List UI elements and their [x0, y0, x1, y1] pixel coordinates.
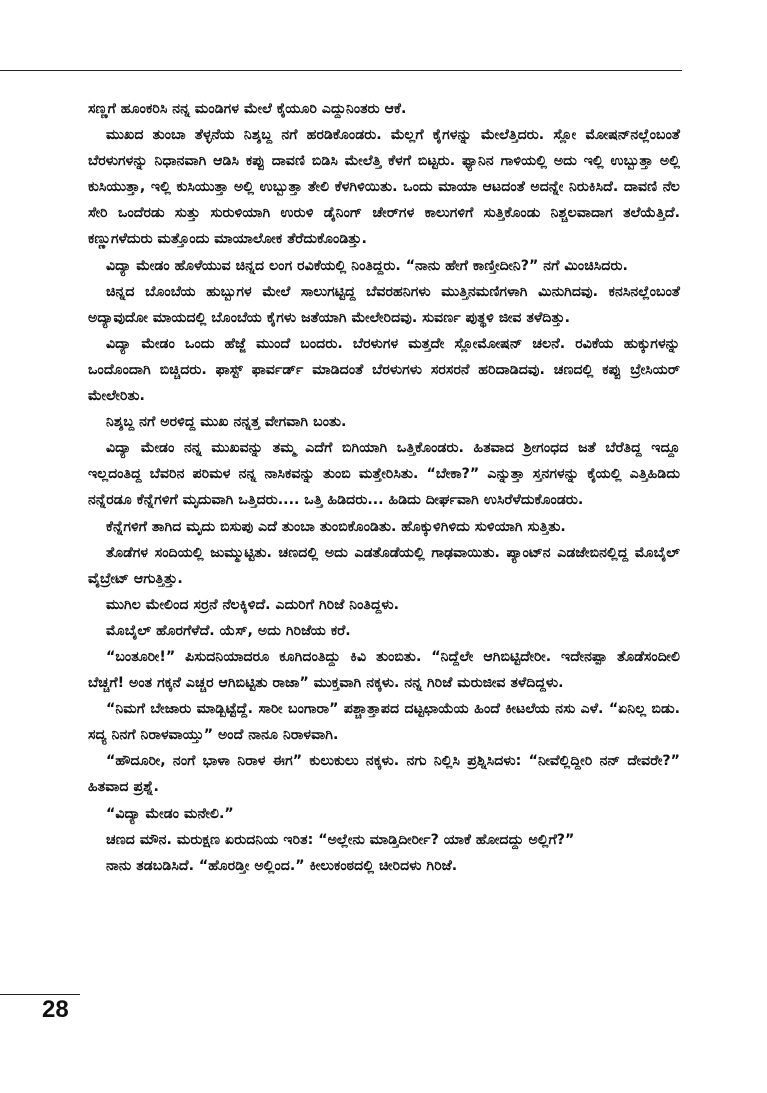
paragraph: ಮುಗಿಲ ಮೇಲಿಂದ ಸರ್ರನೆ ನೆಲಕ್ಕಿಳಿದೆ. ಎದುರಿಗೆ ಗಿರಿಜೆ ನಿಂತಿದ್ದಳು. [106, 596, 400, 613]
paragraph: ನಿಶ್ಶಬ್ದ ನಗೆ ಅರಳಿದ್ದ ಮುಖ ನನ್ನತ್ತ ವೇಗವಾಗಿ ಬಂತು. [106, 414, 347, 431]
page-number: 28 [42, 996, 69, 1023]
top-rule [0, 70, 682, 71]
paragraph: ಕೆನ್ನೆಗಳಿಗೆ ತಾಗಿದ ಮೃದು ಬಿಸುಪು ಎದೆ ತುಂಬಾ ತುಂಬಿಕೊಂಡಿತು. ಹೊಕ್ಕುಳಿಗಿಳಿದು ಸುಳಿಯಾಗಿ ಸುತ್ತಿತು. [106, 518, 566, 535]
paragraph: ಚಣದ ಮೌನ. ಮರುಕ್ಷಣ ಏರುದನಿಯ ಇರಿತ: “ಅಲ್ಲೇನು ಮಾಡ್ತಿದೀರ್ರೀ? ಯಾಕೆ ಹೋದದ್ದು ಅಲ್ಲಿಗೆ?” [106, 831, 575, 848]
paragraph: “ಹೌದೂರೀ, ನಂಗೆ ಭಾಳಾ ನಿರಾಳ ಈಗ” ಕುಲುಕುಲು ನಕ್ಕಳು. ನಗು ನಿಲ್ಲಿಸಿ ಪ್ರಶ್ನಿಸಿದಳು: “ನೀವೆಲ್ಲಿದ್ದೀರಿ ನನ್ ದೇವರೇ?” ಹಿತವಾದ ಪ್ರಶ್ನೆ. [88, 753, 680, 796]
paragraph: “ಬಂತೂರೀ!” ಪಿಸುದನಿಯಾದರೂ ಕೂಗಿದಂತಿದ್ದು ಕಿವಿ ತುಂಬಿತು. “ನಿದ್ದೆಲೇ ಆಗಿಬಿಟ್ಟಿದೇರೀ. ಇದೇನಪ್ಪಾ ತೊಡೆಸಂದೀಲಿ ಬೆಚ್ಚಗೆ! ಅಂತ ಗಕ್ಕನೆ ಎಚ್ಚರ ಆಗಿಬಿಟ್ಟಿತು ರಾಜಾ” ಮುಕ್ತವಾಗಿ ನಕ್ಕಳು. ನನ್ನ ಗಿರಿಜೆ ಮರುಜೀವ ತಳೆದಿದ್ದಳು. [88, 648, 680, 692]
paragraph: ಸಣ್ಣಗೆ ಹೂಂಕರಿಸಿ ನನ್ನ ಮಂಡಿಗಳ ಮೇಲೆ ಕೈಯೂರಿ ಎದ್ದುನಿಂತರು ಆಕೆ. [88, 101, 407, 117]
paragraph: ನಾನು ತಡಬಡಿಸಿದೆ. “ಹೊರಡ್ತೀ ಅಲ್ಲಿಂದ.” ಕೀಲುಕಂಠದಲ್ಲಿ ಚೀರಿದಳು ಗಿರಿಜೆ. [106, 857, 458, 874]
paragraph: ಮೊಬೈಲ್ ಹೊರಗೆಳೆದೆ. ಯೆಸ್, ಅದು ಗಿರಿಜೆಯ ಕರೆ. [106, 622, 351, 639]
bottom-rule [0, 994, 80, 995]
body-text [88, 96, 680, 879]
paragraph: “ವಿದ್ಯಾ ಮೇಡಂ ಮನೇಲಿ.” [106, 805, 234, 822]
paragraph: ವಿದ್ಯಾ ಮೇಡಂ ನನ್ನ ಮುಖವನ್ನು ತಮ್ಮ ಎದೆಗೆ ಬಿಗಿಯಾಗಿ ಒತ್ತಿಕೊಂಡರು. ಹಿತವಾದ ಶ್ರೀಗಂಧದ ಜತೆ ಬೆರೆತಿದ್ದ ಇದ್ದೂ ಇಲ್ಲದಂತಿದ್ದ ಬೆವರಿನ ಪರಿಮಳ ನನ್ನ ನಾಸಿಕವನ್ನು ತುಂಬಿ ಮತ್ತೇರಿಸಿತು. “ಬೇಕಾ?” ಎನ್ನುತ್ತಾ ಸ್ತನಗಳನ್ನು ಕೈಯಲ್ಲಿ ಎತ್ತಿಹಿಡಿದು ನನ್ನೆರಡೂ ಕೆನ್ನೆಗಳಿಗೆ ಮೃದುವಾಗಿ ಒತ್ತಿದರು.... ಒತ್ತಿ ಹಿಡಿದರು... ಹಿಡಿದು ದೀರ್ಘವಾಗಿ ಉಸಿರೆಳೆದುಕೊಂಡರು. [88, 440, 680, 509]
paragraph: ವಿದ್ಯಾ ಮೇಡಂ ಹೊಳೆಯುವ ಚಿನ್ನದ ಲಂಗ ರವಿಕೆಯಲ್ಲಿ ನಿಂತಿದ್ದರು. “ನಾನು ಹೇಗೆ ಕಾಣ್ತೀದೀನಿ?” ನಗೆ ಮಿಂಚಿಸಿದರು. [106, 257, 628, 274]
paragraph: ತೊಡೆಗಳ ಸಂದಿಯಲ್ಲಿ ಜುಮ್ಮುಟ್ಟಿತು. ಚಣದಲ್ಲಿ ಅದು ಎಡತೊಡೆಯಲ್ಲಿ ಗಾಢವಾಯಿತು. ಪ್ಯಾಂಟ್‌ನ ಎಡಜೇಬಿನಲ್ಲಿದ್ದ ಮೊಬೈಲ್ ವೈಬ್ರೇಟ್ ಆಗುತ್ತಿತ್ತು. [88, 544, 680, 587]
paragraph: “ನಿಮಗೆ ಬೇಜಾರು ಮಾಡ್ಬಿಟ್ಟೆದ್ದೆ. ಸಾರೀ ಬಂಗಾರಾ” ಪಶ್ಚಾತ್ತಾಪದ ದಟ್ಟಛಾಯೆಯ ಹಿಂದೆ ಕೀಟಲೆಯ ನಸು ಎಳೆ. “ಏನಿಲ್ಲ ಬಿಡು. ಸದ್ಯ ನಿನಗೆ ನಿರಾಳವಾಯ್ತು” ಅಂದೆ ನಾನೂ ನಿರಾಳವಾಗಿ. [88, 701, 680, 744]
paragraph: ಚಿನ್ನದ ಬೊಂಬೆಯ ಹುಬ್ಬುಗಳ ಮೇಲೆ ಸಾಲುಗಟ್ಟಿದ್ದ ಬೆವರಹನಿಗಳು ಮುತ್ತಿನಮಣಿಗಳಾಗಿ ಮಿನುಗಿದವು. ಕನಸಿನಲ್ಲೆಂಬಂತೆ ಅದ್ಯಾವುದೋ ಮಾಯದಲ್ಲಿ ಬೊಂಬೆಯ ಕೈಗಳು ಜತೆಯಾಗಿ ಮೇಲೇರಿದವು. ಸುವರ್ಣ ಪುತ್ಥಳಿ ಜೀವ ತಳೆದಿತ್ತು. [88, 283, 680, 326]
paragraph: ವಿದ್ಯಾ ಮೇಡಂ ಒಂದು ಹೆಜ್ಜೆ ಮುಂದೆ ಬಂದರು. ಬೆರಳುಗಳ ಮತ್ತದೇ ಸ್ಲೋಮೋಷನ್ ಚಲನೆ. ರವಿಕೆಯ ಹುಕ್ಕುಗಳನ್ನು ಒಂದೊಂದಾಗಿ ಬಿಚ್ಚಿದರು. ಫಾಸ್ಟ್ ಫಾರ್ವರ್ಡ್ ಮಾಡಿದಂತೆ ಬೆರಳುಗಳು ಸರಸರನೆ ಹರಿದಾಡಿದವು. ಚಣದಲ್ಲಿ ಕಪ್ಪು ಬ್ರೇಸಿಯರ್ ಮೇಲೇರಿತು. [88, 335, 680, 405]
paragraph: ಮುಖದ ತುಂಬಾ ತೆಳ್ಳನೆಯ ನಿಶ್ಶಬ್ದ ನಗೆ ಹರಡಿಕೊಂಡರು. ಮೆಲ್ಲಗೆ ಕೈಗಳನ್ನು ಮೇಲೆತ್ತಿದರು. ಸ್ಲೋ ಮೋಷನ್‌ನಲ್ಲೆಂಬಂತೆ ಬೆರಳುಗಳನ್ನು ನಿಧಾನವಾಗಿ ಆಡಿಸಿ ಕಪ್ಪು ದಾವಣಿ ಬಿಡಿಸಿ ಮೇಲೆತ್ತಿ ಕೆಳಗೆ ಬಿಟ್ಟರು. ಫ್ಯಾನಿನ ಗಾಳಿಯಲ್ಲಿ ಅದು ಇಲ್ಲಿ ಉಬ್ಬುತ್ತಾ ಅಲ್ಲಿ ಕುಸಿಯುತ್ತಾ, ಇಲ್ಲಿ ಕುಸಿಯುತ್ತಾ ಅಲ್ಲಿ ಉಬ್ಬುತ್ತಾ ತೇಲಿ ಕೆಳಗಿಳಿಯಿತು. ಒಂದು ಮಾಯಾ ಆಟದಂತೆ ಅದನ್ನೇ ನಿರುಕಿಸಿದೆ. ದಾವಣಿ ನೆಲ ಸೇರಿ ಒಂದೆರಡು ಸುತ್ತು ಸುರುಳಿಯಾಗಿ ಉರುಳಿ ಡೈನಿಂಗ್ ಚೇರ್‌ಗಳ ಕಾಲುಗಳಿಗೆ ಸುತ್ತಿಕೊಂಡು ನಿಶ್ಚಲವಾದಾಗ ತಲೆಯೆತ್ತಿದೆ. ಕಣ್ಣುಗಳೆದುರು ಮತ್ತೊಂದು ಮಾಯಾಲೋಕ ತೆರೆದುಕೊಂಡಿತ್ತು. [88, 127, 680, 248]
